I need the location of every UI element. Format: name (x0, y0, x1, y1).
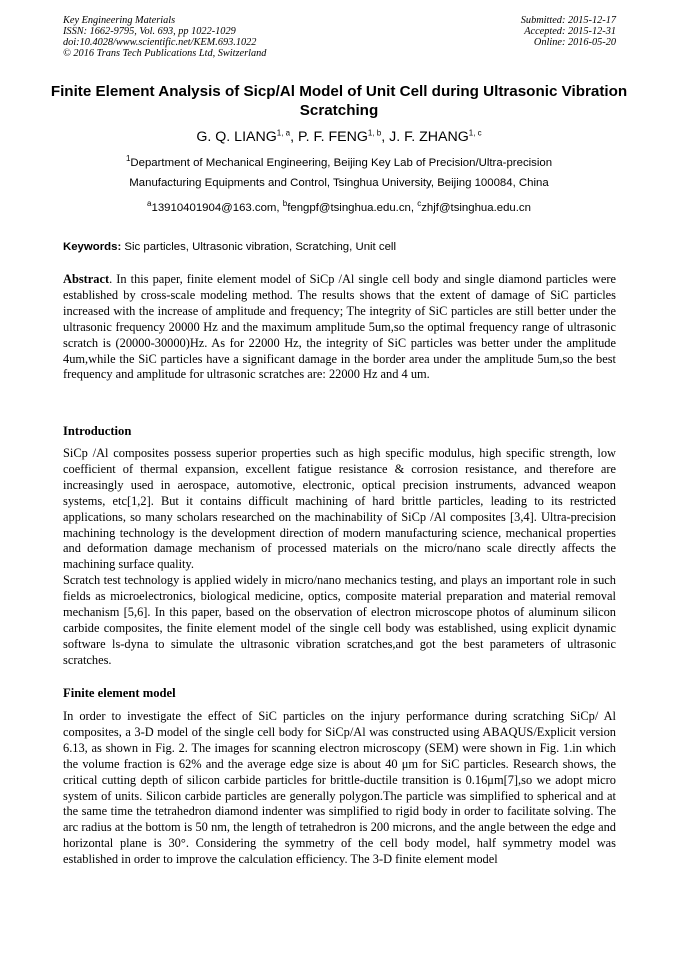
author-affiliation-mark: 1, a (276, 128, 291, 138)
affiliation-mark: 1 (125, 154, 131, 164)
author-name: G. Q. LIANG (196, 129, 277, 145)
author-separator: , (290, 129, 298, 145)
paragraph: In order to investigate the effect of SiC particles on the injury performance during scratching SiCp/ Al composites, a 3-D model of the single cell body for SiCp/Al was constructed using ABAQUS/Explicit version 6.13, as shown in Fig. 2. The images for scanning electron microscopy (SEM) were shown in Fig. 1.in which the volume fraction is 62% and the average edge size is about 40 μm for SiC particles. Research shows, the critical cutting depth of silicon carbide particles for brittle-ductile transition is 0.16μm[7],so we adopt micro system of units. Silicon carbide particles are generally polygon.The particle was simplified to spherical and at the same time the tetrahedron diamond indenter was simplified to rigid body in order to facilitate solving. The arc radius at the bottom is 50 nm, the length of tetrahedron is 200 microns, and the angle between the edge and horizontal plane is 30°. Considering the symmetry of the cell body model, half symmetry model was established in order to improve the calculation efficiency. The 3-D finite element model (63, 709, 616, 867)
keywords-text: Sic particles, Ultrasonic vibration, Scratching, Unit cell (121, 241, 396, 253)
section-heading-introduction: Introduction (63, 424, 132, 438)
email-separator: , (276, 202, 283, 214)
abstract-label: Abstract (63, 272, 110, 286)
email-mark: c (417, 199, 422, 209)
author-list (40, 128, 638, 146)
author-affiliation-mark: 1, b (367, 128, 382, 138)
author-name: J. F. ZHANG (389, 129, 469, 145)
email-list (40, 199, 638, 217)
introduction-body (63, 446, 616, 669)
email-address: 13910401904@163.com (151, 202, 277, 214)
date-submitted: Submitted: 2015-12-17 (520, 15, 616, 26)
affiliation-line-2: Manufacturing Equipments and Control, Tsinghua University, Beijing 100084, China (129, 177, 549, 189)
journal-copyright: © 2016 Trans Tech Publications Ltd, Switzerland (63, 48, 267, 59)
abstract (63, 272, 616, 383)
journal-issn: ISSN: 1662-9795, Vol. 693, pp 1022-1029 (63, 26, 236, 37)
affiliation (40, 153, 638, 193)
section-heading-finite-element-model: Finite element model (63, 686, 176, 700)
finite-element-model-body (63, 709, 616, 868)
author-name: P. F. FENG (298, 129, 368, 145)
author-affiliation-mark: 1, c (468, 128, 482, 138)
journal-info (63, 15, 266, 59)
paragraph: Scratch test technology is applied widely in micro/nano mechanics testing, and plays an important role in such fields as microelectronics, biological medicine, optics, composite material preparation and material removal mechanism [5,6]. In this paper, based on the observation of electron microscope photos of aluminum silicon carbide composites, the finite element model of the single cell body was established, using explicit dynamic software ls-dyna to simulate the ultrasonic vibration scratches,and got the best parameters of ultrasonic scratches. (63, 573, 616, 667)
email-separator: , (410, 202, 418, 214)
journal-name: Key Engineering Materials (63, 15, 176, 26)
email-mark: a (147, 199, 152, 209)
date-online: Online: 2016-05-20 (533, 37, 616, 48)
keywords (63, 239, 616, 255)
email-address: zhjf@tsinghua.edu.cn (421, 202, 531, 214)
paragraph: SiCp /Al composites possess superior properties such as high specific modulus, high specific strength, low coefficient of thermal expansion, excellent fatigue resistance & corrosion resistance, and therefore are increasingly used in aerospace, automotive, electronic, optical precision instruments, advanced weapon systems, etc[1,2]. But it contains difficult machining of hard brittle particles, leading to its restricted applications, so many scholars researched on the machinability of SiCp /Al composites [3,4]. Ultra-precision machining technology is the development direction of modern manufacturing science, mechanical properties and deformation damage mechanism of processed materials on the micro/nano scale directly affects the machining surface quality. (63, 446, 616, 572)
journal-doi: doi:10.4028/www.scientific.net/KEM.693.1022 (63, 37, 257, 48)
paper-title: Finite Element Analysis of Sicp/Al Model of Unit Cell during Ultrasonic Vibration Scratching (50, 83, 628, 119)
email-mark: b (282, 199, 288, 209)
abstract-text: . In this paper, finite element model of SiCp /Al single cell body and single diamond particles were established by cross-scale modeling method. The results shows that the extent of damage of SiC particles increased with the increase of amplitude and frequency; The integrity of SiC particles are still better under the ultrasonic frequency 20000 Hz and the maximum amplitude 5um,so the optimal frequency range of ultrasonic scratch is (20000-30000)Hz. As for 22000 Hz, the integrity of SiC particles was better under the amplitude 4um,while the SiC particles have a significant damage in the border area under the amplitude 5um,so the best frequency and amplitude for ultrasonic scratches are: 22000 Hz and 4 um. (63, 272, 616, 382)
publication-dates (521, 15, 616, 48)
affiliation-line-1: Department of Mechanical Engineering, Beijing Key Lab of Precision/Ultra-precision (130, 157, 553, 169)
email-address: fengpf@tsinghua.edu.cn (287, 202, 411, 214)
author-separator: , (381, 129, 390, 145)
date-accepted: Accepted: 2015-12-31 (524, 26, 616, 37)
keywords-label: Keywords: (63, 241, 122, 253)
